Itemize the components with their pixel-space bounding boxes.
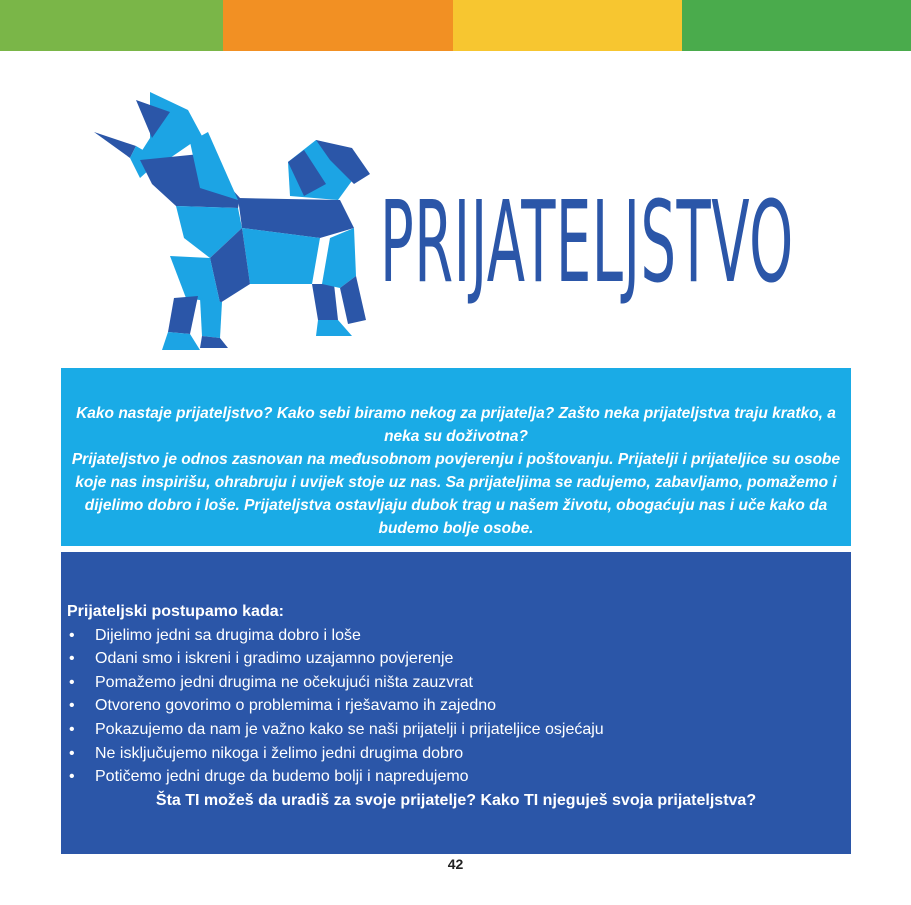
bullet-icon: • xyxy=(69,697,75,715)
dog-body xyxy=(94,92,370,350)
intro-box xyxy=(61,368,851,546)
tips-list xyxy=(67,624,845,789)
list-item: • Odani smo i iskreni i gradimo uzajamno povjerenje xyxy=(67,647,845,671)
color-stripe-green xyxy=(0,0,223,51)
color-stripe xyxy=(0,0,911,51)
list-item: • Ne isključujemo nikoga i želimo jedni drugima dobro xyxy=(67,742,845,766)
intro-questions: Kako nastaje prijateljstvo? Kako sebi biramo nekog za prijatelja? Zašto neka prijateljstva traju kratko, a neka su doživotna? xyxy=(76,405,836,445)
origami-dog-icon xyxy=(90,88,380,353)
bullet-icon: • xyxy=(69,673,75,691)
bullet-icon: • xyxy=(69,650,75,668)
bullet-icon: • xyxy=(69,744,75,762)
tips-closing-question: Šta TI možeš da uradiš za svoje prijatelje? Kako TI njeguješ svoja prijateljstva? xyxy=(155,791,757,809)
bullet-icon: • xyxy=(69,768,75,786)
intro-body: Prijateljstvo je odnos zasnovan na međusobnom povjerenju i poštovanju. Prijatelji i prijateljice su osobe koje nas inspirišu, ohrabruju i uvijek stoje uz nas. Sa prijateljima se radujemo, zabavljamo, pomažemo i dijelimo dobro i loše. Prijateljstva ostavljaju dubok trag u našem životu, obogaćuju nas i uče kako da budemo bolje osobe. xyxy=(71,451,841,537)
color-stripe-orange xyxy=(223,0,453,51)
list-item: • Dijelimo jedni sa drugima dobro i loše xyxy=(67,624,845,648)
color-stripe-dark-green xyxy=(682,0,911,51)
page-title: PRIJATELJSTVO xyxy=(380,178,794,308)
bullet-icon: • xyxy=(69,720,75,738)
list-item: • Pomažemo jedni drugima ne očekujući ništa zauzvrat xyxy=(67,671,845,695)
list-item: • Potičemo jedni druge da budemo bolji i napredujemo xyxy=(67,765,845,789)
tips-heading: Prijateljski postupamo kada: xyxy=(67,603,284,620)
page-number: 42 xyxy=(447,856,464,872)
list-item: • Otvoreno govorimo o problemima i rješavamo ih zajedno xyxy=(67,694,845,718)
color-stripe-yellow xyxy=(453,0,682,51)
list-item: • Pokazujemo da nam je važno kako se naši prijatelji i prijateljice osjećaju xyxy=(67,718,845,742)
tips-box xyxy=(61,552,851,854)
bullet-icon: • xyxy=(69,626,75,644)
